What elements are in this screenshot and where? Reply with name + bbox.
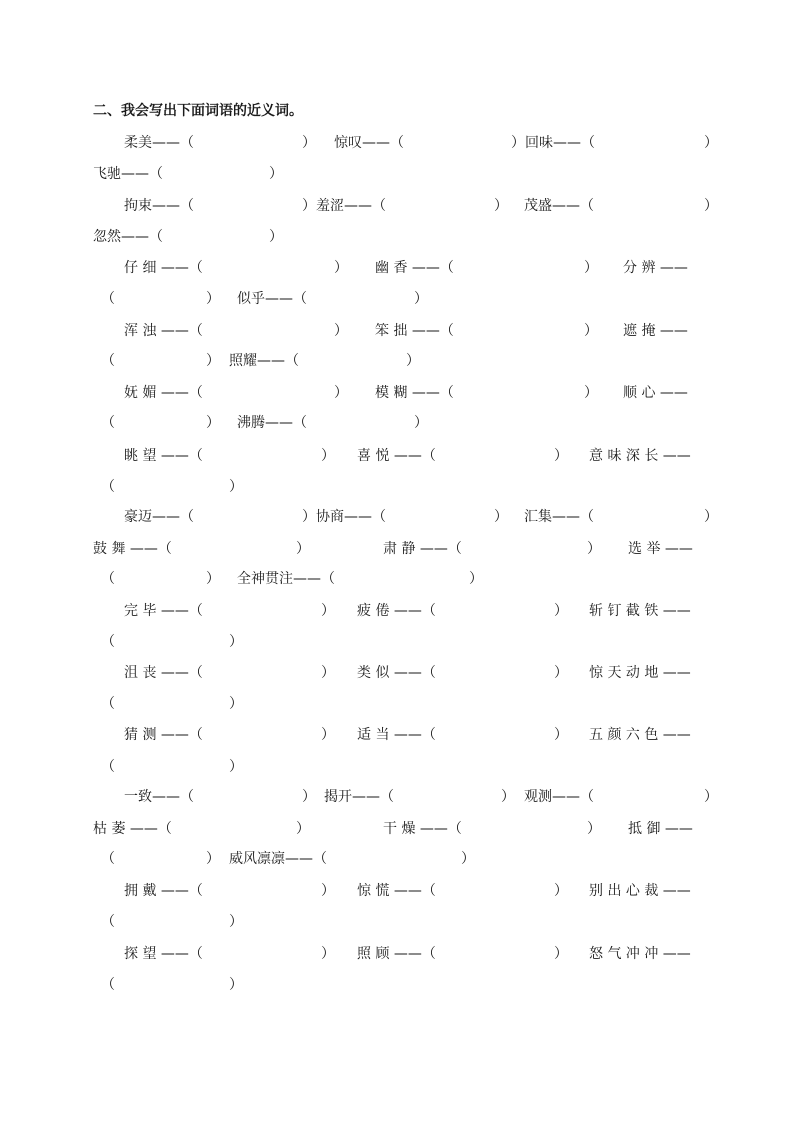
- exercise-text: （: [101, 415, 115, 431]
- exercise-line: [93, 819, 711, 839]
- exercise-text: ）: [321, 946, 335, 962]
- exercise-text: ）: [334, 385, 348, 401]
- exercise-text: ）: [494, 509, 508, 525]
- exercise-text: 拥 戴 ——（: [124, 883, 203, 899]
- exercise-text: ）: [501, 789, 515, 805]
- exercise-text: 类 似 ——（: [357, 665, 436, 681]
- exercise-text: 茂盛——（: [524, 198, 594, 214]
- exercise-text: 怒 气 冲 冲 ——: [589, 946, 691, 962]
- exercise-text: 鼓 舞 ——（: [93, 541, 172, 557]
- exercise-line: [93, 944, 711, 964]
- exercise-text: （: [101, 696, 115, 712]
- exercise-text: ）: [704, 135, 718, 151]
- exercise-text: ）: [334, 323, 348, 339]
- exercise-line: [93, 694, 711, 714]
- exercise-text: ）: [704, 198, 718, 214]
- exercise-text: 揭开——（: [324, 789, 394, 805]
- exercise-text: ）: [229, 977, 243, 993]
- exercise-text: 飞驰——（: [93, 166, 163, 182]
- exercise-text: 惊 天 动 地 ——: [589, 665, 691, 681]
- exercise-text: 分 辨 ——: [623, 260, 688, 276]
- exercise-text: 选 举 ——: [628, 541, 693, 557]
- exercise-text: ）: [321, 665, 335, 681]
- exercise-text: 惊 慌 ——（: [357, 883, 436, 899]
- exercise-line: [93, 849, 711, 869]
- exercise-text: ）: [229, 634, 243, 650]
- exercise-text: ）协商——（: [302, 509, 386, 525]
- exercise-text: ）回味——（: [511, 135, 595, 151]
- exercise-text: ）: [321, 448, 335, 464]
- exercise-text: ）: [554, 883, 568, 899]
- exercise-text: 抵 御 ——: [628, 821, 693, 837]
- exercise-line: [93, 477, 711, 497]
- exercise-text: 适 当 ——（: [357, 727, 436, 743]
- section-title: 二、我会写出下面词语的近义词。: [93, 103, 303, 119]
- exercise-line: [93, 507, 718, 527]
- exercise-text: （: [101, 914, 115, 930]
- exercise-text: 完 毕 ——（: [124, 603, 203, 619]
- exercise-text: ）: [229, 759, 243, 775]
- exercise-text: ）: [494, 198, 508, 214]
- exercise-line: [93, 258, 711, 278]
- exercise-line: [93, 757, 711, 777]
- exercise-text: 斩 钉 截 铁 ——: [589, 603, 691, 619]
- exercise-text: ）: [302, 135, 316, 151]
- exercise-text: ）: [229, 914, 243, 930]
- exercise-text: ）: [414, 291, 428, 307]
- exercise-text: 妩 媚 ——（: [124, 385, 203, 401]
- exercise-text: ）: [334, 260, 348, 276]
- exercise-text: 猜 测 ——（: [124, 727, 203, 743]
- exercise-text: 全神贯注——（: [237, 571, 335, 587]
- exercise-text: 威风凛凛——（: [229, 851, 327, 867]
- exercise-text: 汇集——（: [524, 509, 594, 525]
- exercise-line: [93, 663, 711, 683]
- exercise-text: ）: [704, 789, 718, 805]
- exercise-text: 浑 浊 ——（: [124, 323, 203, 339]
- exercise-text: （: [101, 977, 115, 993]
- exercise-line: [93, 975, 711, 995]
- exercise-text: 探 望 ——（: [124, 946, 203, 962]
- exercise-text: ）: [406, 353, 420, 369]
- exercise-text: ）: [321, 603, 335, 619]
- exercise-text: 喜 悦 ——（: [357, 448, 436, 464]
- exercise-text: 枯 萎 ——（: [93, 821, 172, 837]
- exercise-line: [93, 725, 711, 745]
- exercise-line: [93, 413, 711, 433]
- exercise-text: ）: [587, 541, 601, 557]
- exercise-text: ）: [229, 479, 243, 495]
- exercise-text: ）: [206, 571, 220, 587]
- exercise-text: ）: [584, 260, 598, 276]
- exercise-text: 照 顾 ——（: [357, 946, 436, 962]
- exercise-text: ）: [302, 789, 316, 805]
- exercise-text: ）: [554, 727, 568, 743]
- exercise-text: （: [101, 634, 115, 650]
- exercise-text: 笨 拙 ——（: [375, 323, 454, 339]
- exercise-line: [93, 133, 718, 153]
- exercise-line: [93, 289, 711, 309]
- exercise-text: ）: [554, 448, 568, 464]
- exercise-text: 幽 香 ——（: [375, 260, 454, 276]
- exercise-text: 一致——（: [124, 789, 194, 805]
- exercise-text: ）: [206, 415, 220, 431]
- exercise-text: 肃 静 ——（: [383, 541, 462, 557]
- exercise-text: ）: [587, 821, 601, 837]
- exercise-line: [93, 164, 711, 184]
- exercise-line: [93, 321, 711, 341]
- exercise-text: 意 味 深 长 ——: [589, 448, 691, 464]
- exercise-text: ）: [229, 696, 243, 712]
- exercise-text: ）羞涩——（: [302, 198, 386, 214]
- exercise-line: [93, 196, 718, 216]
- exercise-line: [93, 446, 711, 466]
- exercise-text: 五 颜 六 色 ——: [589, 727, 691, 743]
- exercise-line: [93, 632, 711, 652]
- exercise-text: 柔美——（: [124, 135, 194, 151]
- exercise-line: [93, 227, 711, 247]
- exercise-text: 照耀——（: [229, 353, 299, 369]
- exercise-line: [93, 539, 711, 559]
- exercise-text: 观测——（: [524, 789, 594, 805]
- exercise-text: 忽然——（: [93, 229, 163, 245]
- exercise-text: 模 糊 ——（: [375, 385, 454, 401]
- exercise-text: ）: [414, 415, 428, 431]
- exercise-text: ）: [584, 323, 598, 339]
- exercise-line: [93, 881, 711, 901]
- exercise-text: 顺 心 ——: [623, 385, 688, 401]
- exercise-text: （: [101, 759, 115, 775]
- exercise-text: ）: [554, 665, 568, 681]
- exercise-text: ）: [704, 509, 718, 525]
- exercise-text: ）: [206, 851, 220, 867]
- exercise-text: ）: [554, 603, 568, 619]
- exercise-text: 眺 望 ——（: [124, 448, 203, 464]
- exercise-text: 别 出 心 裁 ——: [589, 883, 691, 899]
- exercise-text: ）: [461, 851, 475, 867]
- exercise-line: [93, 912, 711, 932]
- exercise-text: ）: [269, 166, 283, 182]
- exercise-text: ）: [321, 727, 335, 743]
- exercise-text: ）: [296, 541, 310, 557]
- exercise-text: ）: [296, 821, 310, 837]
- exercise-text: 干 燥 ——（: [383, 821, 462, 837]
- exercise-line: [93, 601, 711, 621]
- exercise-text: （: [101, 571, 115, 587]
- exercise-line: [93, 383, 711, 403]
- exercise-text: （: [101, 291, 115, 307]
- exercise-text: ）: [469, 571, 483, 587]
- exercise-text: ）: [554, 946, 568, 962]
- exercise-text: ）: [584, 385, 598, 401]
- exercise-text: ）: [269, 229, 283, 245]
- exercise-text: 疲 倦 ——（: [357, 603, 436, 619]
- exercise-text: （: [101, 353, 115, 369]
- exercise-text: ）: [206, 353, 220, 369]
- exercise-text: 豪迈——（: [124, 509, 194, 525]
- exercise-text: 沸腾——（: [237, 415, 307, 431]
- exercise-text: 惊叹——（: [334, 135, 404, 151]
- exercise-text: ）: [206, 291, 220, 307]
- exercise-line: [93, 351, 711, 371]
- exercise-text: 遮 掩 ——: [623, 323, 688, 339]
- exercise-text: 似乎——（: [237, 291, 307, 307]
- exercise-line: [93, 569, 711, 589]
- exercise-text: （: [101, 479, 115, 495]
- exercise-text: ）: [321, 883, 335, 899]
- exercise-text: 拘束——（: [124, 198, 194, 214]
- exercise-text: 仔 细 ——（: [124, 260, 203, 276]
- exercise-line: [93, 787, 718, 807]
- exercise-text: 沮 丧 ——（: [124, 665, 203, 681]
- exercise-text: （: [101, 851, 115, 867]
